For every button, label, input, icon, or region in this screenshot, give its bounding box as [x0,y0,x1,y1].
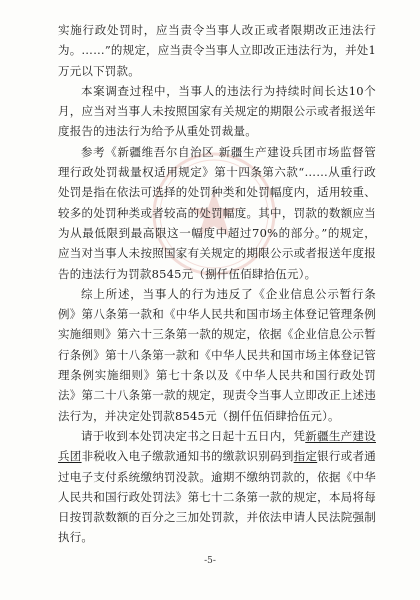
underlined-entity: 新疆生产建设兵团 [58,428,376,464]
payment-text-part1: 请于收到本处罚决定书之日起十五日内，凭 [81,428,306,443]
paragraph-continuation: 实施行政处罚时，应当责令当事人改正或者限期改正违法行为。……”的规定，应当责令当事人立即改正违法行为，并处1万元以下罚款。 [58,23,376,78]
document-body [58,20,376,548]
paragraph-reference-regulation: 参考《新疆维吾尔自治区 新疆生产建设兵团市场监督管理行政处罚裁量权适用规定》第十四条第六款“……从重行政处罚是指在依法可选择的处罚种类和处罚幅度内，适用较重、较多的处罚种类或者较高的处罚幅度。其中，罚款的数额应当为从最低限到最高限这一幅度中超过70%的部分。”的规定，应当对当事人未按照国家有关规定的期限公示或者报送年度报告的违法行为罚款8545元（捌仟伍佰肆拾伍元）。 [58,144,376,281]
page-number: -5- [204,556,216,566]
underlined-designated: 指定 [293,449,318,464]
paragraph-investigation: 本案调查过程中，当事人的违法行为持续时间长达10个月，应当对当事人未按照国家有关规定的期限公示或者报送年度报告的违法行为给予从重处罚裁量。 [58,83,376,139]
paragraph-conclusion: 综上所述，当事人的行为违反了《企业信息公示暂行条例》第八条第一款和《中华人民共和国市场主体登记管理条例实施细则》第六十三条第一款的规定，依据《企业信息公示暂行条例》第十八条第一款和《中华人民共和国市场主体登记管理条例实施细则》第七十条以及《中华人民共和国行政处罚法》第二十八条第一款的规定，现责令当事人立即改正上述违法行为，并决定处罚款8545元（捌仟伍佰肆拾伍元）。 [58,286,376,423]
paragraph-payment-instructions [58,426,376,548]
payment-text-part3: 银行或者通过电子支付系统缴纳罚没款。逾期不缴纳罚款的，依据《中华人民共和国行政处罚法》第七十二条第一款的规定，本局将每日按罚款数额的百分之三加处罚款，并依法申请人民法院强制执行。 [58,449,376,545]
payment-text-part2: 非税收入电子缴款通知书的缴款识别码到 [81,449,294,464]
